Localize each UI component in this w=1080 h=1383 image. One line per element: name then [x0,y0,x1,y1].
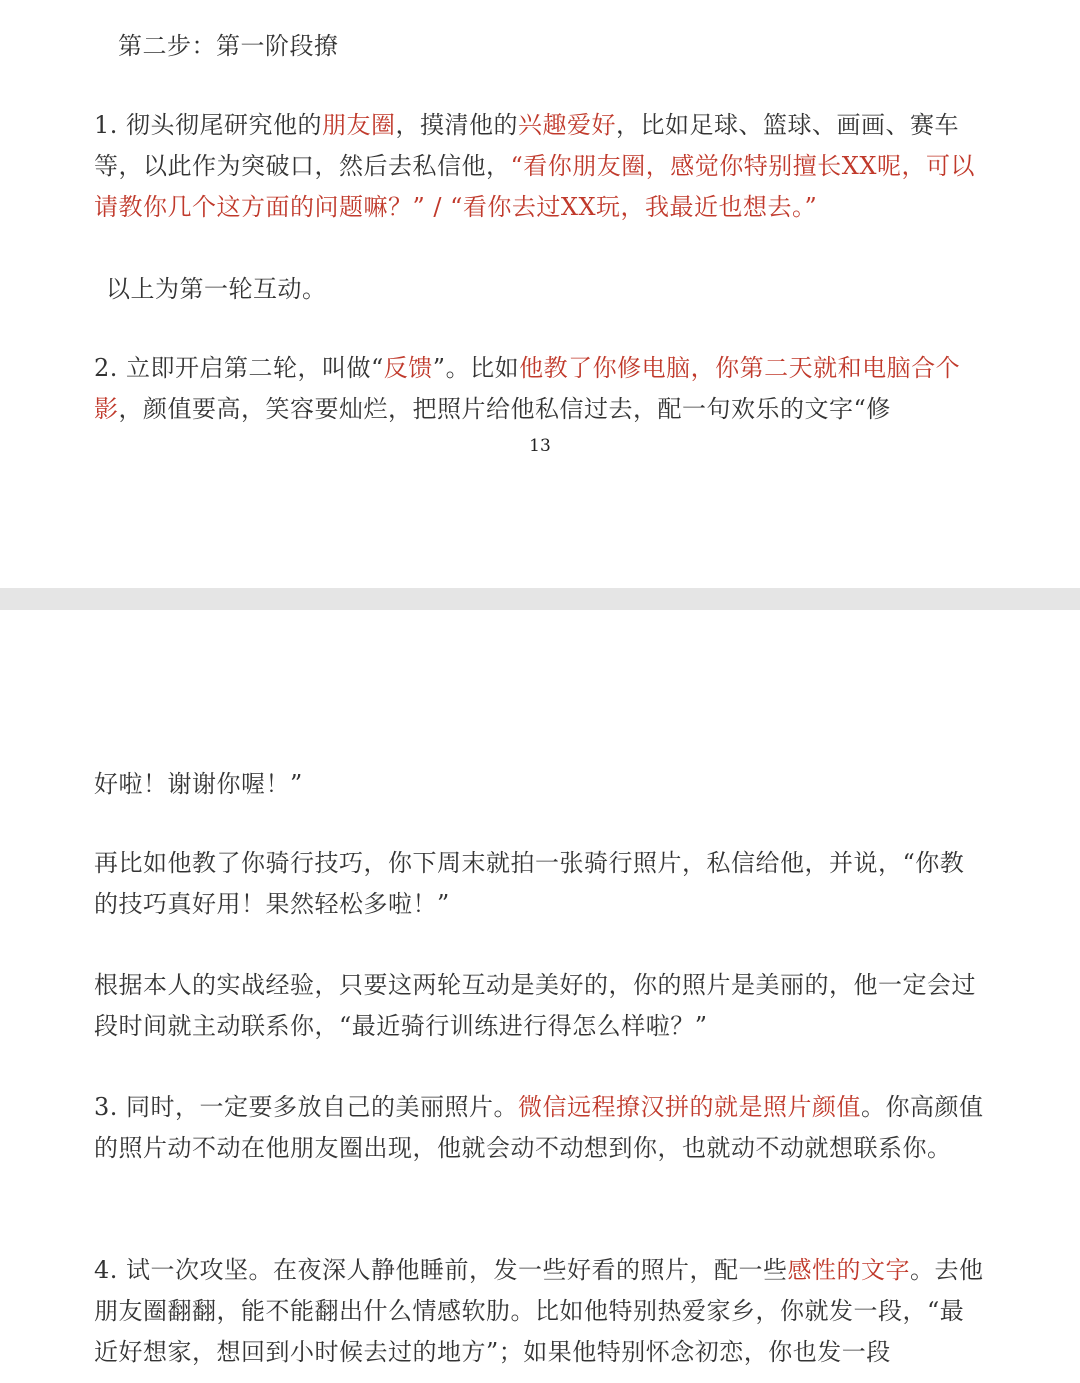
highlighted-text: 微信远程撩汉拼的就是照片颜值 [518,1093,862,1121]
highlighted-text: 感性的文字 [787,1256,911,1284]
paragraph-cycling-example: 再比如他教了你骑行技巧，你下周末就拍一张骑行照片，私信给他，并说，“你教的技巧真好用！果然轻松多啦！” [94,849,965,918]
paragraph-step-4 [94,1250,984,1373]
document-page-bottom [0,610,1080,1383]
paragraph-step-2 [94,348,984,430]
highlighted-text: 朋友圈 [322,111,396,139]
paragraph-experience: 根据本人的实战经验，只要这两轮互动是美好的，你的照片是美丽的，他一定会过段时间就主动联系你，“最近骑行训练进行得怎么样啦？” [94,971,976,1040]
text-run: ，摸清他的 [395,111,519,139]
text-run: 2. 立即开启第二轮，叫做“ [94,354,384,382]
paragraph-round-summary: 以上为第一轮互动。 [106,275,327,303]
section-heading: 第二步：第一阶段撩 [118,32,339,60]
text-run: 3. 同时，一定要多放自己的美丽照片。 [94,1093,519,1121]
text-run: 1. 彻头彻尾研究他的 [94,111,323,139]
paragraph-step-3 [94,1087,984,1169]
text-run: 。你高颜值的照片动不动在他朋友圈出现，他就会动不动想到你，也就动不动就想联系你。 [94,1093,984,1162]
text-run: 4. 试一次攻坚。在夜深人静他睡前，发一些好看的照片，配一些 [94,1256,788,1284]
highlighted-text: 反馈 [383,354,433,382]
document-page-top [0,0,1080,588]
text-run: ，颜值要高，笑容要灿烂，把照片给他私信过去，配一句欢乐的文字“修 [118,395,891,423]
text-run: 。去他朋友圈翻翻，能不能翻出什么情感软肋。比如他特别热爱家乡，你就发一段，“最近好想家，想回到小时候去过的地方”；如果他特别怀念初恋，你也发一段 [94,1256,984,1366]
highlighted-text: 兴趣爱好 [518,111,617,139]
paragraph-step-1 [94,105,984,228]
paragraph-continuation: 好啦！谢谢你喔！” [94,770,303,798]
page-number: 13 [529,436,551,456]
highlighted-text: 他教了你修电脑，你第二天就和电脑合个影 [94,354,961,423]
highlighted-text: “看你朋友圈，感觉你特别擅长XX呢，可以请教你几个这方面的问题嘛？” / “看你去过XX玩，我最近也想去。” [94,152,975,221]
text-run: ”。比如 [432,354,520,382]
text-run: ，比如足球、篮球、画画、赛车等，以此作为突破口，然后去私信他， [94,111,960,180]
page-separator [0,588,1080,610]
